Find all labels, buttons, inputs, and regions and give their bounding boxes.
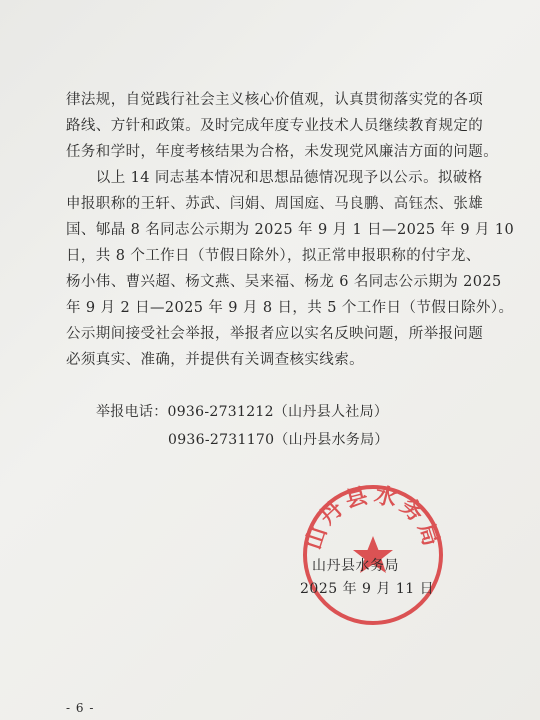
signature-date: 2025 年 9 月 11 日 (300, 581, 435, 597)
phone-hr-bureau: 0936-2731212（山丹县人社局） (167, 404, 389, 420)
text-line: 必须真实、准确，并提供有关调查核实线索。 (66, 352, 364, 368)
report-phone-2 (168, 429, 389, 449)
signature-org: 山丹县水务局 (312, 558, 399, 574)
report-phone-1 (96, 401, 388, 421)
phone-water-bureau: 0936-2731170（山丹县水务局） (168, 432, 389, 448)
text-line: 申报职称的王轩、苏武、闫娟、周国庭、马良鹏、高钰杰、张雄 (66, 196, 484, 212)
text-line: 日，共 8 个工作日（节假日除外），拟正常申报职称的付宇龙、 (66, 248, 481, 264)
text-line: 年 9 月 2 日—2025 年 9 月 8 日，共 5 个工作日（节假日除外）。 (66, 300, 514, 316)
report-label: 举报电话： (96, 404, 168, 420)
paragraph-1 (66, 87, 499, 165)
text-line: 路线、方针和政策。及时完成年度专业技术人员继续教育规定的 (66, 118, 484, 134)
seal-text: 山丹县水务局 (301, 482, 445, 553)
text-line: 公示期间接受社会举报，举报者应以实名反映问题，所举报问题 (66, 326, 484, 342)
text-line: 任务和学时，年度考核结果为合格，未发现党风廉洁方面的问题。 (66, 144, 499, 160)
text-line: 杨小伟、曹兴超、杨文燕、吴来福、杨龙 6 名同志公示期为 2025 (66, 274, 502, 290)
page-number: - 6 - (66, 701, 95, 715)
text-line: 以上 14 同志基本情况和思想品德情况现予以公示。拟破格 (66, 170, 483, 186)
paragraph-2 (66, 165, 515, 373)
text-line: 国、郇晶 8 名同志公示期为 2025 年 9 月 1 日—2025 年 9 月 10 (66, 222, 515, 238)
text-line: 律法规，自觉践行社会主义核心价值观，认真贯彻落实党的各项 (66, 92, 484, 108)
